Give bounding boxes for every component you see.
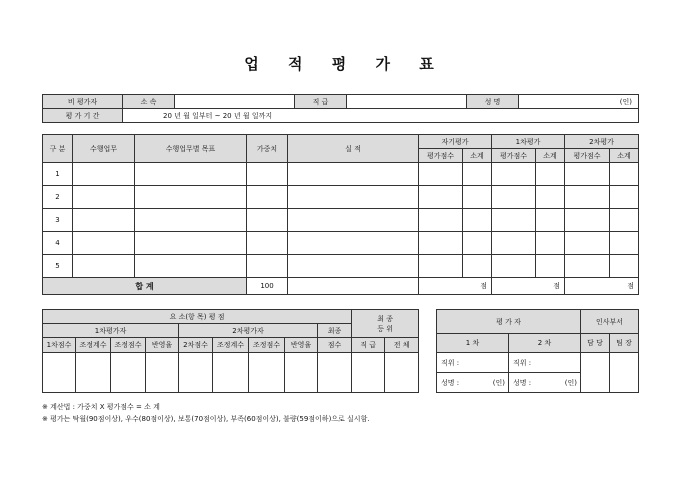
first-evaluator-col: 1 차 — [437, 334, 509, 353]
second-total[interactable]: 점 — [565, 278, 639, 295]
dept-label: 소 속 — [123, 95, 175, 109]
total-label: 합 계 — [43, 278, 247, 295]
charge-sign[interactable] — [581, 353, 610, 393]
col-second-score: 2차점수 — [179, 338, 213, 353]
col-adjust-score: 조정점수 — [111, 338, 146, 353]
subtotal-header: 소계 — [610, 149, 639, 163]
main-table — [42, 134, 639, 295]
first-pos-field[interactable]: 직위 : — [437, 353, 509, 373]
position-label: 직 급 — [295, 95, 347, 109]
col-ratio: 반영율 — [285, 338, 318, 353]
subtotal-header: 소계 — [463, 149, 492, 163]
table-row — [43, 163, 639, 186]
position-field[interactable] — [347, 95, 467, 109]
title-char: 표 — [419, 55, 436, 73]
title-char: 업 — [244, 55, 261, 73]
table-row — [43, 209, 639, 232]
seal-text: (인) — [619, 97, 632, 106]
first-name-field[interactable]: 성명 : (인) — [437, 373, 509, 393]
gubun-header: 구 분 — [43, 135, 73, 163]
self-total[interactable]: 점 — [419, 278, 492, 295]
dept-field[interactable] — [175, 95, 295, 109]
hr-dept-header: 인사부서 — [581, 310, 639, 334]
col-ratio: 반영율 — [146, 338, 179, 353]
first-eval-header: 1차평가 — [492, 135, 565, 149]
col-adjust-coef: 조정계수 — [213, 338, 249, 353]
second-pos-field[interactable]: 직위 : — [509, 353, 581, 373]
col-first-score: 1차점수 — [43, 338, 76, 353]
row-number: 2 — [43, 186, 73, 209]
title-char: 적 — [288, 55, 305, 73]
score-header: 평가점수 — [419, 149, 463, 163]
summary-table — [42, 309, 419, 393]
page-title — [0, 53, 680, 74]
score-header: 평가점수 — [492, 149, 536, 163]
table-row — [43, 255, 639, 278]
result-header: 실 적 — [288, 135, 419, 163]
title-char: 가 — [375, 55, 392, 73]
score-header: 평가점수 — [565, 149, 610, 163]
final-score-header-bottom: 점수 — [318, 338, 352, 353]
note-grading: ※ 평가는 탁월(90점이상), 우수(80점이상), 보통(70점이상), 부족(60점이상), 불량(59점이하)으로 실시함. — [42, 415, 370, 423]
row-number: 3 — [43, 209, 73, 232]
title-char: 평 — [331, 55, 349, 73]
subtotal-header: 소계 — [536, 149, 565, 163]
first-evaluator-header: 1차평가자 — [43, 324, 179, 338]
col-adjust-coef: 조정계수 — [76, 338, 111, 353]
goal-header: 수행업무별 목표 — [135, 135, 247, 163]
period-field[interactable]: 20 년 월 일부터 ~ 20 년 월 일까지 — [123, 109, 639, 123]
charge-col: 담 당 — [581, 334, 610, 353]
chief-col: 팀 장 — [610, 334, 639, 353]
first-total[interactable]: 점 — [492, 278, 565, 295]
task-header: 수행업무 — [73, 135, 135, 163]
row-number: 1 — [43, 163, 73, 186]
table-row — [43, 232, 639, 255]
evaluator-table — [436, 309, 639, 393]
self-eval-header: 자기평가 — [419, 135, 492, 149]
summary-input-row — [43, 353, 419, 393]
row-number: 5 — [43, 255, 73, 278]
chief-sign[interactable] — [610, 353, 639, 393]
weight-header: 가중치 — [247, 135, 288, 163]
total-row — [43, 278, 639, 295]
evaluator-title: 평 가 자 — [437, 310, 581, 334]
name-label: 성 명 — [467, 95, 519, 109]
second-evaluator-col: 2 차 — [509, 334, 581, 353]
rank-position-header: 직 급 — [352, 338, 385, 353]
table-row — [43, 186, 639, 209]
second-evaluator-header: 2차평가자 — [179, 324, 318, 338]
rank-all-header: 전 체 — [385, 338, 419, 353]
row-number: 4 — [43, 232, 73, 255]
period-label: 평 가 기 간 — [43, 109, 123, 123]
evaluatee-label: 비 평가자 — [43, 95, 123, 109]
name-field[interactable] — [519, 95, 639, 109]
second-eval-header: 2차평가 — [565, 135, 639, 149]
final-rank-header: 최 종 등 위 — [352, 310, 419, 338]
second-name-field[interactable]: 성명 : (인) — [509, 373, 581, 393]
final-score-header-top: 최종 — [318, 324, 352, 338]
total-weight: 100 — [247, 278, 288, 295]
note-calculation: ※ 계산법 : 가중치 X 평가점수 = 소 계 — [42, 403, 160, 411]
summary-title: 요 소(항 목) 평 점 — [43, 310, 352, 324]
header-table — [42, 94, 639, 123]
col-adjust-score: 조정점수 — [249, 338, 285, 353]
